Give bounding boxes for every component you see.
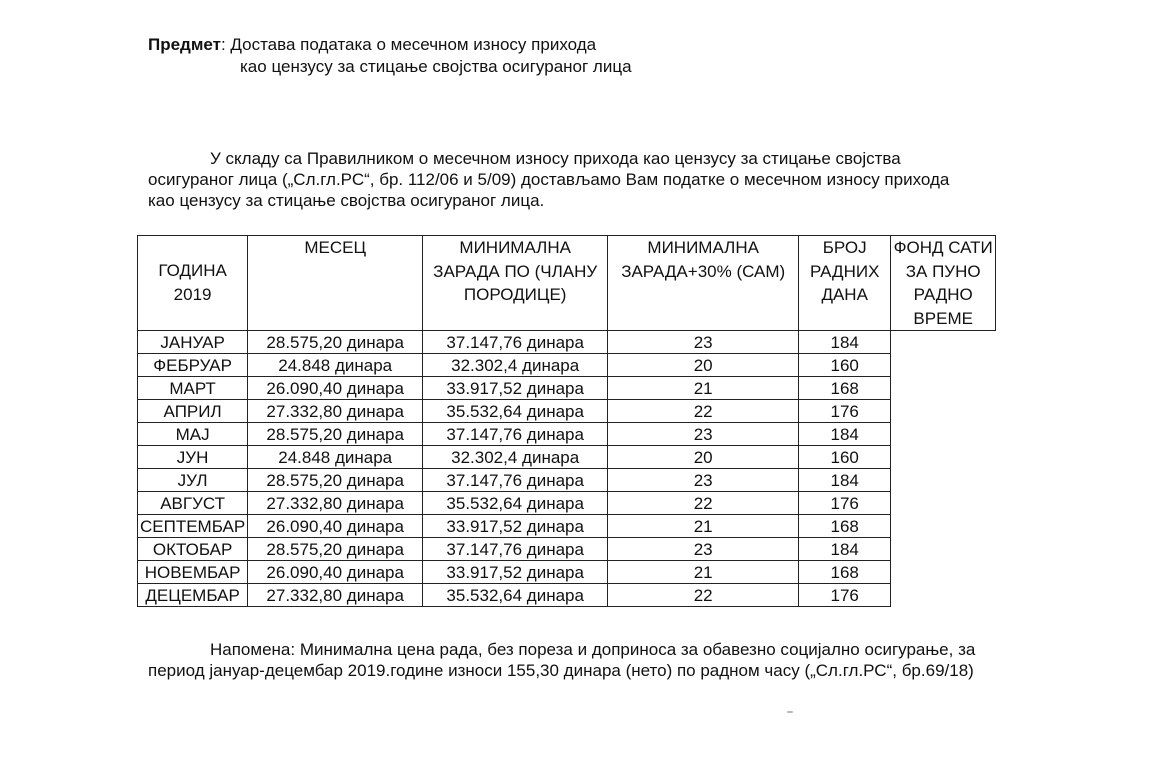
cell-month: АПРИЛ — [138, 400, 248, 423]
income-table — [137, 235, 996, 607]
table-row — [138, 354, 996, 377]
cell-work-days: 22 — [608, 492, 799, 515]
table-row — [138, 538, 996, 561]
cell-month: ОКТОБАР — [138, 538, 248, 561]
cell-hours: 184 — [799, 538, 891, 561]
cell-hours: 160 — [799, 354, 891, 377]
intro-text-indent: У складу са Правилником о месечном износу прихода као цензусу за стицање — [210, 149, 831, 168]
cell-min-wage: 27.332,80 динара — [248, 400, 423, 423]
cell-hours: 184 — [799, 469, 891, 492]
cell-min-wage: 26.090,40 динара — [248, 377, 423, 400]
table-row — [138, 377, 996, 400]
cell-month: ЈАНУАР — [138, 331, 248, 354]
cell-min-wage-sam: 37.147,76 динара — [423, 538, 608, 561]
cell-min-wage-sam: 35.532,64 динара — [423, 584, 608, 607]
cell-hours: 168 — [799, 515, 891, 538]
cell-min-wage: 28.575,20 динара — [248, 538, 423, 561]
cell-hours: 168 — [799, 377, 891, 400]
cell-min-wage: 24.848 динара — [248, 354, 423, 377]
cell-work-days: 21 — [608, 377, 799, 400]
cell-month: ФЕБРУАР — [138, 354, 248, 377]
cell-min-wage-sam: 37.147,76 динара — [423, 469, 608, 492]
cell-hours: 176 — [799, 400, 891, 423]
table-row — [138, 331, 996, 354]
cell-month: ДЕЦЕМБАР — [138, 584, 248, 607]
table-body — [138, 331, 996, 607]
cell-hours: 184 — [799, 423, 891, 446]
cell-work-days: 21 — [608, 561, 799, 584]
intro-text-rest: својства осигураног лица („Сл.гл.РС“, бр. 112/06 и 5/09) достављамо Вам податке о месечном износу прихода као цензусу за стицање својства осигураног лица. — [148, 149, 950, 210]
cell-min-wage: 28.575,20 динара — [248, 331, 423, 354]
cell-work-days: 21 — [608, 515, 799, 538]
subject-block — [148, 34, 632, 78]
cell-min-wage-sam: 32.302,4 динара — [423, 446, 608, 469]
cell-hours: 184 — [799, 331, 891, 354]
note-text-rest: осигурање, за период јануар-децембар 2019.године износи 155,30 динара (нето) по радном часу („Сл.гл.РС“, бр.69/18) — [148, 640, 976, 680]
cell-work-days: 23 — [608, 538, 799, 561]
cell-month: ЈУЛ — [138, 469, 248, 492]
cell-month: МАРТ — [138, 377, 248, 400]
table-row — [138, 515, 996, 538]
table-row — [138, 561, 996, 584]
cell-work-days: 20 — [608, 354, 799, 377]
cell-work-days: 23 — [608, 331, 799, 354]
header-min-wage: МИНИМАЛНА ЗАРАДА ПО (ЧЛАНУ ПОРОДИЦЕ) — [423, 236, 608, 331]
subject-label: Предмет — [148, 35, 221, 54]
note-text-indent: Напомена: Минимална цена рада, без пореза и доприноса за обавезно социјално — [210, 640, 860, 659]
scan-speck — [787, 711, 793, 713]
cell-min-wage: 26.090,40 динара — [248, 515, 423, 538]
cell-min-wage: 27.332,80 динара — [248, 492, 423, 515]
cell-month: НОВЕМБАР — [138, 561, 248, 584]
cell-month: ЈУН — [138, 446, 248, 469]
cell-min-wage-sam: 33.917,52 динара — [423, 561, 608, 584]
table-row — [138, 423, 996, 446]
cell-min-wage: 24.848 динара — [248, 446, 423, 469]
cell-month: СЕПТЕМБАР — [138, 515, 248, 538]
table-row — [138, 584, 996, 607]
table-row — [138, 469, 996, 492]
cell-min-wage-sam: 35.532,64 динара — [423, 492, 608, 515]
table-row — [138, 400, 996, 423]
cell-min-wage-sam: 32.302,4 динара — [423, 354, 608, 377]
cell-hours: 176 — [799, 492, 891, 515]
cell-work-days: 22 — [608, 400, 799, 423]
subject-line-1: : Достава података о месечном износу прихода — [220, 35, 597, 54]
year-cell: ГОДИНА 2019 — [138, 236, 248, 331]
header-min-wage-sam: МИНИМАЛНА ЗАРАДА+30% (САМ) — [608, 236, 799, 331]
header-month: МЕСЕЦ — [248, 236, 423, 331]
table-header-row — [138, 236, 996, 331]
cell-hours: 160 — [799, 446, 891, 469]
cell-min-wage-sam: 37.147,76 динара — [423, 423, 608, 446]
cell-min-wage: 27.332,80 динара — [248, 584, 423, 607]
cell-work-days: 20 — [608, 446, 799, 469]
cell-work-days: 22 — [608, 584, 799, 607]
cell-min-wage-sam: 37.147,76 динара — [423, 331, 608, 354]
note-paragraph — [148, 639, 1028, 681]
cell-min-wage: 28.575,20 динара — [248, 423, 423, 446]
subject-line-2: као цензусу за стицање својства осигураног лица — [240, 57, 632, 76]
cell-min-wage-sam: 35.532,64 динара — [423, 400, 608, 423]
cell-hours: 168 — [799, 561, 891, 584]
cell-month: МАЈ — [138, 423, 248, 446]
cell-work-days: 23 — [608, 469, 799, 492]
cell-min-wage-sam: 33.917,52 динара — [423, 377, 608, 400]
header-work-days: БРОЈ РАДНИХ ДАНА — [799, 236, 891, 331]
header-hours: ФОНД САТИ ЗА ПУНО РАДНО ВРЕМЕ — [891, 236, 996, 331]
cell-min-wage: 26.090,40 динара — [248, 561, 423, 584]
table-row — [138, 492, 996, 515]
intro-paragraph — [148, 148, 968, 211]
cell-min-wage-sam: 33.917,52 динара — [423, 515, 608, 538]
cell-hours: 176 — [799, 584, 891, 607]
cell-min-wage: 28.575,20 динара — [248, 469, 423, 492]
table-row — [138, 446, 996, 469]
cell-work-days: 23 — [608, 423, 799, 446]
cell-month: АВГУСТ — [138, 492, 248, 515]
